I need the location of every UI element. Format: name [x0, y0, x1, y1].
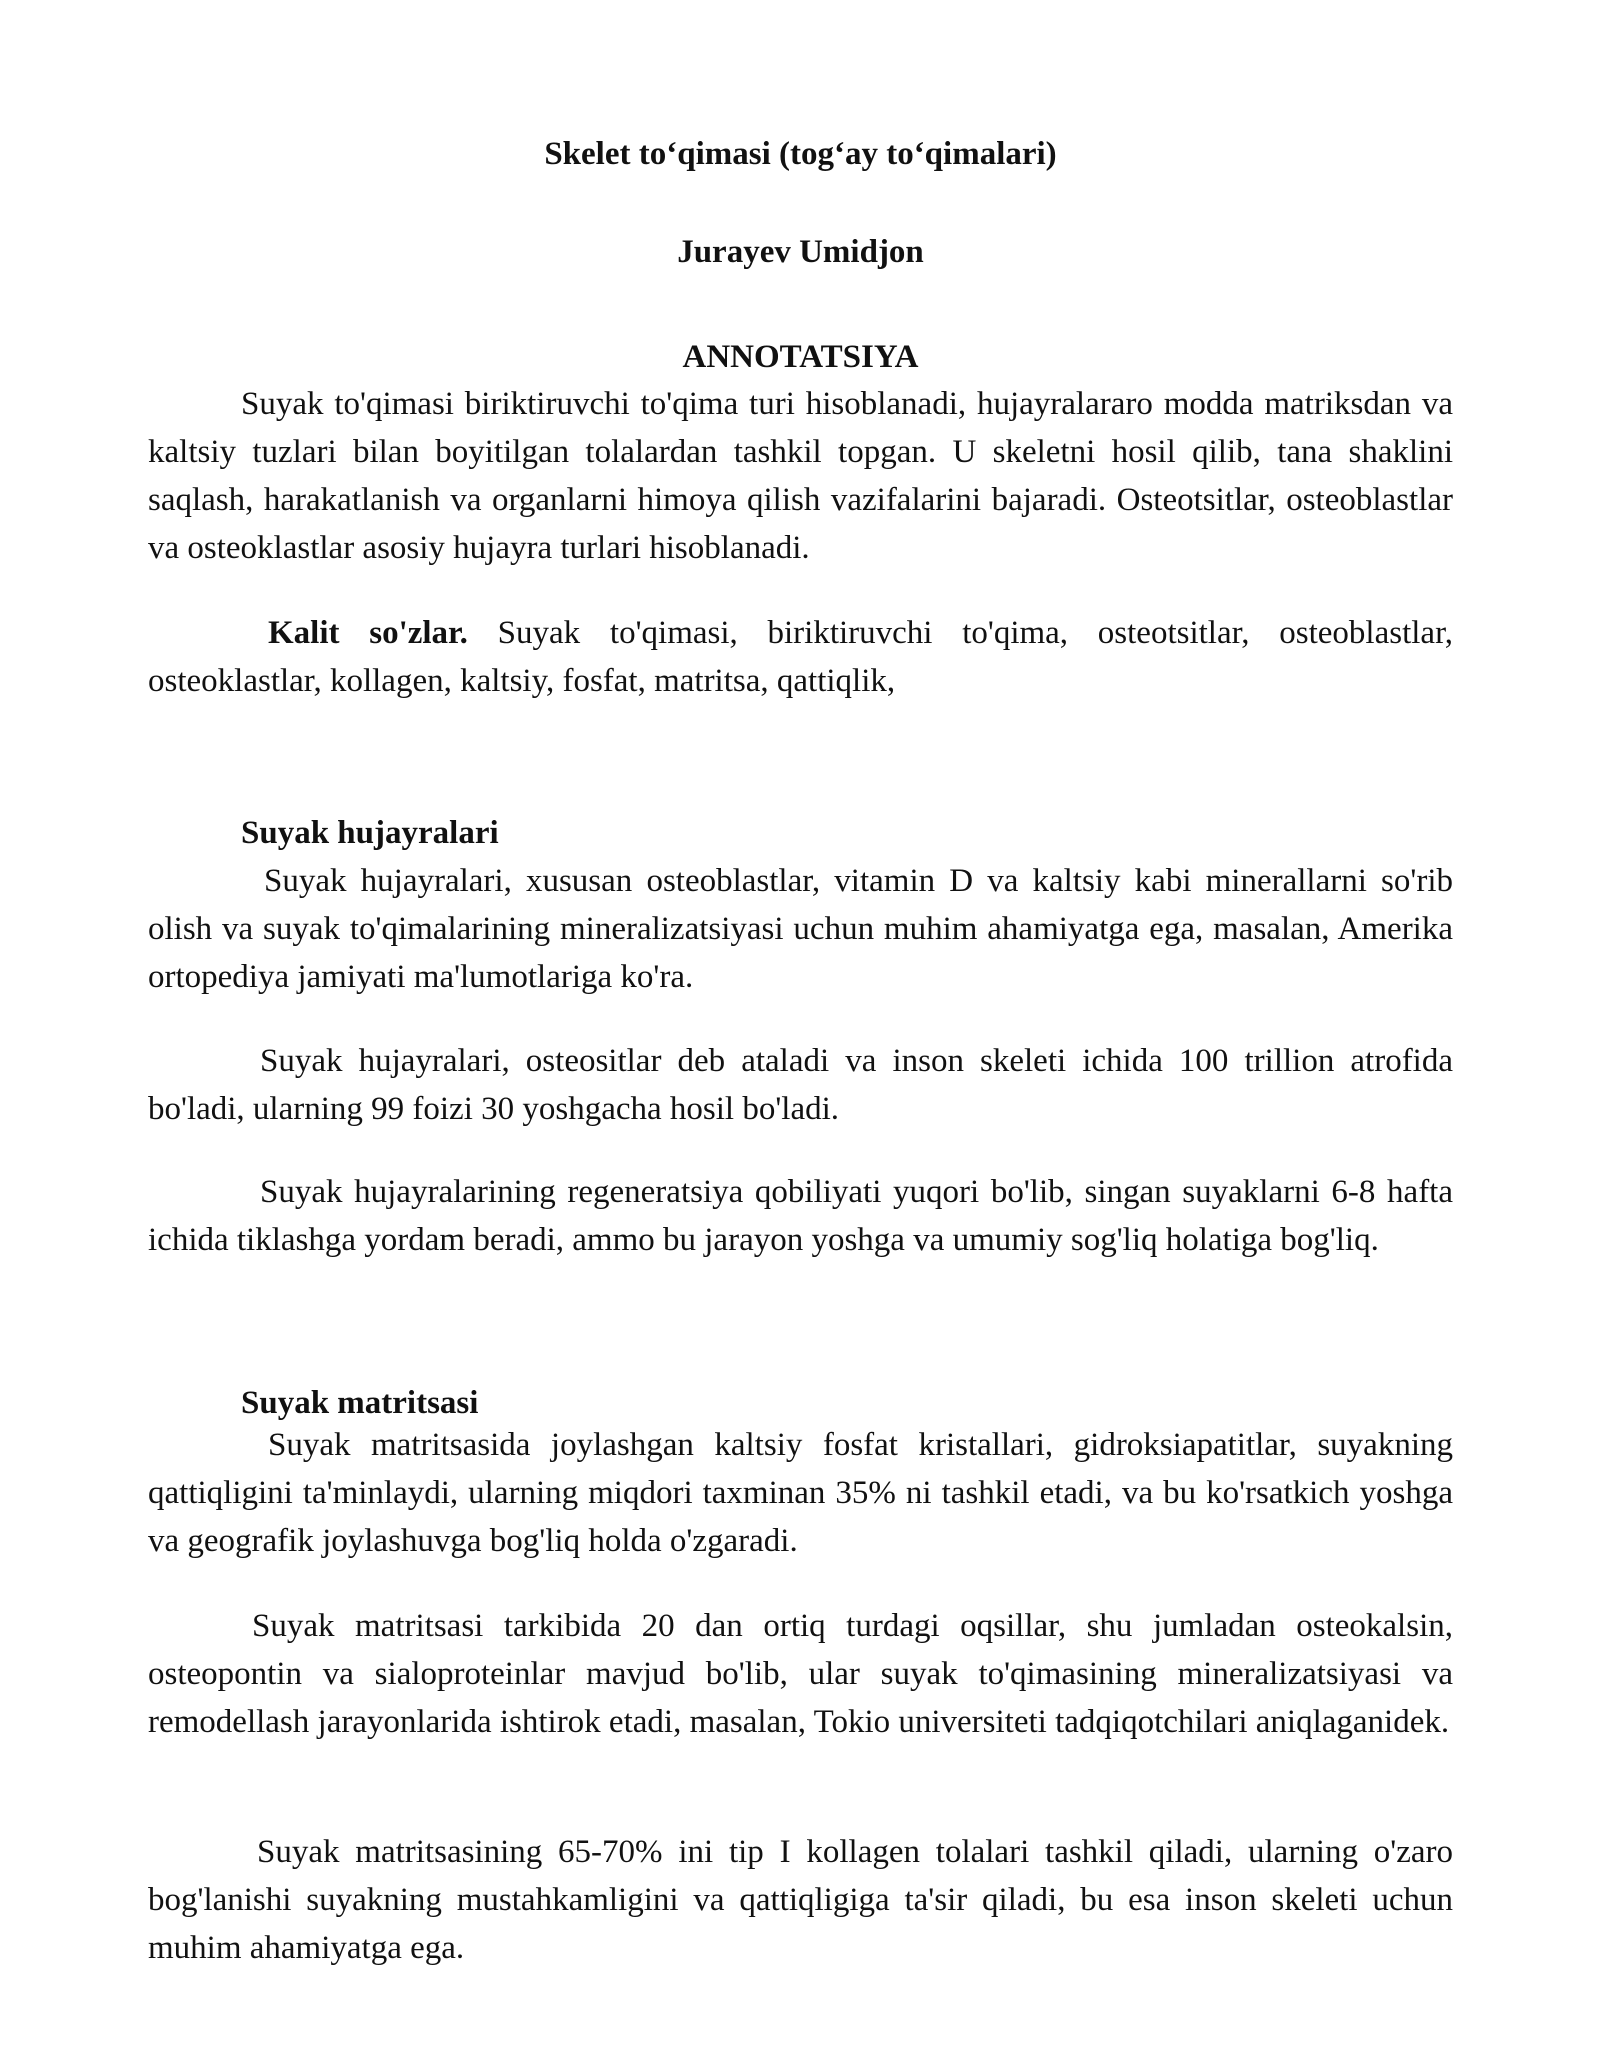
section2-paragraph-1: Suyak matritsasida joylashgan kaltsiy fosfat kristallari, gidroksiapatitlar, suyakning qattiqligini ta'minlaydi, ularning miqdori taxminan 35% ni tashkil etadi, va bu ko'rsatkich yoshga va geografik joylashuvga bog'liq holda o'zgaradi. [148, 1427, 1453, 1559]
section1-paragraph-2: Suyak hujayralari, osteositlar deb ataladi va inson skeleti ichida 100 trillion atrofida bo'ladi, ularning 99 foizi 30 yoshgacha hosil bo'ladi. [148, 1043, 1453, 1127]
abstract-heading: ANNOTATSIYA [682, 339, 919, 375]
section1-paragraph-3: Suyak hujayralarining regeneratsiya qobiliyati yuqori bo'lib, singan suyaklarni 6-8 hafta ichida tiklashga yordam beradi, ammo bu jarayon yoshga va umumiy sog'liq holatiga bog'liq. [148, 1174, 1453, 1258]
section-heading-matrix: Suyak matritsasi [241, 1385, 479, 1421]
document-author: Jurayev Umidjon [677, 234, 924, 270]
keywords-label: Kalit so'zlar. [268, 615, 468, 651]
keywords-text: Suyak to'qimasi, biriktiruvchi to'qima, osteotsitlar, osteoblastlar, osteoklastlar, kollagen, kaltsiy, fosfat, matritsa, qattiqlik, [148, 615, 1453, 699]
section1-paragraph-1: Suyak hujayralari, xususan osteoblastlar, vitamin D va kaltsiy kabi minerallarni so'rib olish va suyak to'qimalarining mineralizatsiyasi uchun muhim ahamiyatga ega, masalan, Amerika ortopediya jamiyati ma'lumotlariga ko'ra. [148, 863, 1453, 995]
keywords-paragraph [148, 609, 1453, 705]
document-title: Skelet to‘qimasi (tog‘ay to‘qimalari) [544, 136, 1057, 172]
section2-paragraph-3: Suyak matritsasining 65-70% ini tip I kollagen tolalari tashkil qiladi, ularning o'zaro bog'lanishi suyakning mustahkamligini va qattiqligiga ta'sir qiladi, bu esa inson skeleti uchun muhim ahamiyatga ega. [148, 1834, 1453, 1966]
section2-paragraph-2: Suyak matritsasi tarkibida 20 dan ortiq turdagi oqsillar, shu jumladan osteokalsin, osteopontin va sialoproteinlar mavjud bo'lib, ular suyak to'qimasining mineralizatsiyasi va remodellash jarayonlarida ishtirok etadi, masalan, Tokio universiteti tadqiqotchilari aniqlaganidek. [148, 1608, 1453, 1740]
abstract-paragraph: Suyak to'qimasi biriktiruvchi to'qima turi hisoblanadi, hujayralararo modda matriksdan va kaltsiy tuzlari bilan boyitilgan tolalardan tashkil topgan. U skeletni hosil qilib, tana shaklini saqlash, harakatlanish va organlarni himoya qilish vazifalarini bajaradi. Osteotsitlar, osteoblastlar va osteoklastlar asosiy hujayra turlari hisoblanadi. [148, 386, 1453, 566]
section-heading-cells: Suyak hujayralari [241, 815, 499, 851]
